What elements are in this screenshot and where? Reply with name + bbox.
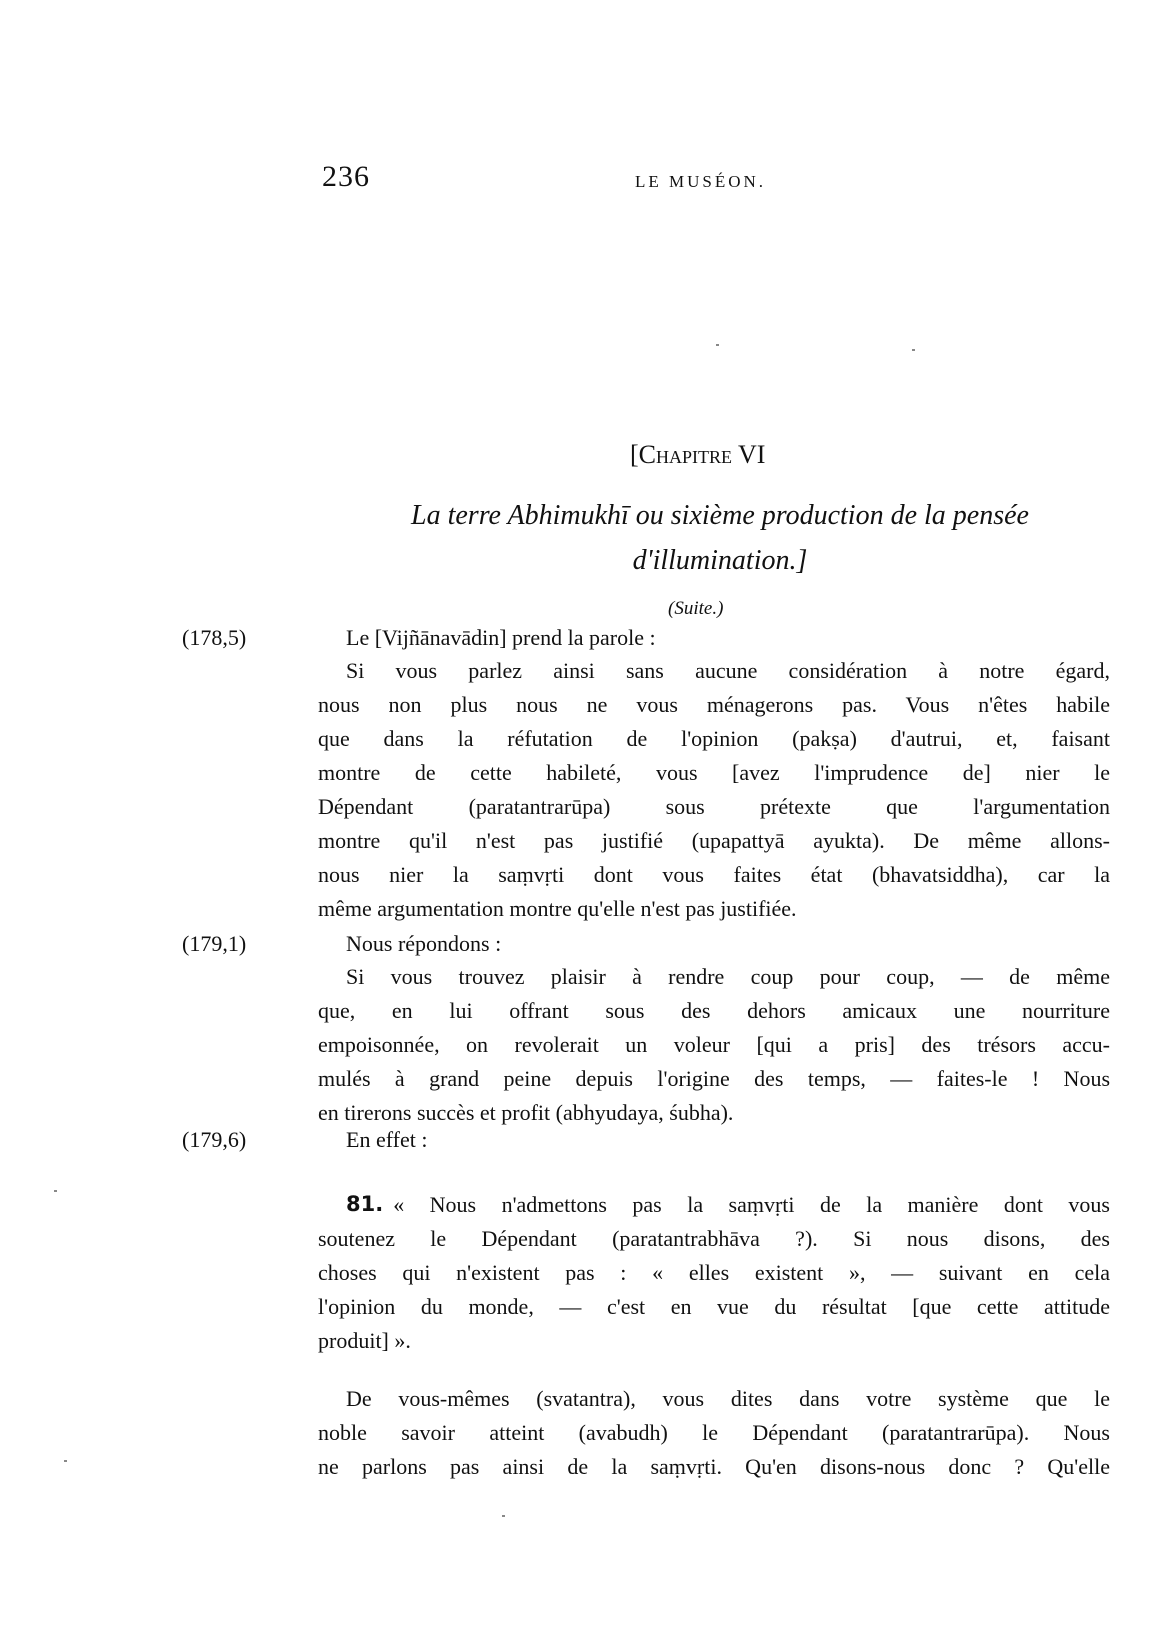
margin-reference: (179,6) [182,1127,247,1152]
text-line: Si vous parlez ainsi sans aucune considération à notre égard, [346,658,1110,683]
text-line: que dans la réfutation de l'opinion (pakṣa) d'autrui, et, faisant [318,726,1110,751]
text-line: De vous-mêmes (svatantra), vous dites dans votre système que le [346,1386,1110,1411]
page-number: 236 [322,160,370,193]
margin-reference: (178,5) [182,625,247,650]
text-line: en tirerons succès et profit (abhyudaya, śubha). [318,1100,734,1125]
verse-first-line [346,1189,1110,1220]
text-line: En effet : [346,1127,428,1152]
text-line: Nous répondons : [346,931,502,956]
text-line: que, en lui offrant sous des dehors amicaux une nourriture [318,998,1110,1023]
text-line: soutenez le Dépendant (paratantrabhāva ?). Si nous disons, des [318,1226,1110,1251]
text-line: l'opinion du monde, — c'est en vue du résultat [que cette attitude [318,1294,1110,1319]
text-line: Le [Vijñānavādin] prend la parole : [346,625,656,650]
text-line: ne parlons pas ainsi de la saṃvṛti. Qu'en disons-nous donc ? Qu'elle [318,1454,1110,1479]
text-line: produit] ». [318,1328,411,1353]
chapter-title-line-2: d'illumination.] [632,545,808,576]
suite-label: (Suite.) [668,598,724,619]
text-line: nous non plus nous ne vous ménagerons pas. Vous n'êtes habile [318,692,1110,717]
chapter-title-line-1: La terre Abhimukhī ou sixième production de la pensée [411,500,1029,531]
scan-speck [912,349,915,351]
verse-number: 81. [346,1192,384,1216]
chapter-heading: [Chapitre VI [630,440,766,469]
text-line: même argumentation montre qu'elle n'est pas justifiée. [318,896,797,921]
text-line: mulés à grand peine depuis l'origine des temps, — faites-le ! Nous [318,1066,1110,1091]
text-line: choses qui n'existent pas : « elles existent », — suivant en cela [318,1260,1110,1285]
scan-speck [54,1190,57,1192]
text-line: Dépendant (paratantrarūpa) sous prétexte que l'argumentation [318,794,1110,819]
text-line: nous nier la saṃvṛti dont vous faites état (bhavatsiddha), car la [318,862,1110,887]
text-line: empoisonnée, on revolerait un voleur [qui a pris] des trésors accu- [318,1032,1110,1057]
text-line: Si vous trouvez plaisir à rendre coup pour coup, — de même [346,964,1110,989]
margin-reference: (179,1) [182,931,247,956]
text-line: montre de cette habileté, vous [avez l'imprudence de] nier le [318,760,1110,785]
text-line: montre qu'il n'est pas justifié (upapattyā ayukta). De même allons- [318,828,1110,853]
scan-speck [64,1460,67,1462]
scan-speck [502,1515,505,1517]
running-title: LE MUSÉON. [635,172,767,191]
text-line: « Nous n'admettons pas la saṃvṛti de la manière dont vous [393,1192,1110,1217]
scan-speck [716,344,719,346]
text-line: noble savoir atteint (avabudh) le Dépendant (paratantrarūpa). Nous [318,1420,1110,1445]
